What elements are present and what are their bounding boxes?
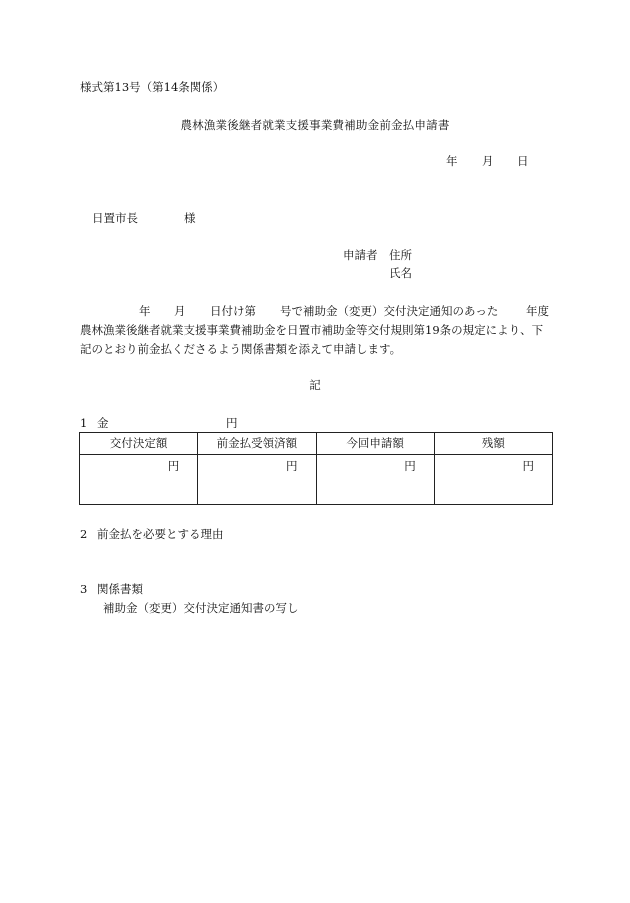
- form-number: 様式第13号（第14条関係）: [80, 80, 225, 94]
- body-line-3: 記のとおり前金払くださるよう関係書類を添えて申請します。: [80, 342, 402, 356]
- header-remaining: 残額: [434, 433, 552, 455]
- amounts-table: [79, 432, 553, 505]
- item-2-number: 2: [80, 527, 88, 541]
- date-year: 年: [446, 154, 458, 168]
- addressee-name: 日置市長: [92, 211, 138, 225]
- header-decided-amount: 交付決定額: [80, 433, 198, 455]
- table-row: [80, 455, 553, 505]
- body-number-text: 号で補助金（変更）交付決定通知のあった: [280, 304, 499, 318]
- item-3-text: 関係書類: [97, 582, 143, 596]
- header-current-request: 今回申請額: [316, 433, 434, 455]
- ki-heading: 記: [309, 378, 321, 392]
- body-line-1: [0, 306, 630, 320]
- applicant-name-label: 氏名: [389, 266, 412, 280]
- body-day-dated: 日付け第: [210, 304, 256, 318]
- body-line-2: 農林漁業後継者就業支援事業費補助金を日置市補助金等交付規則第19条の規定により、下: [80, 323, 544, 337]
- item-2-text: 前金払を必要とする理由: [97, 527, 224, 541]
- cell-decided-amount: 円: [80, 455, 198, 505]
- applicant-address-label: 住所: [389, 248, 412, 262]
- addressee-honorific: 様: [184, 211, 196, 225]
- date-day: 日: [517, 154, 529, 168]
- cell-remaining: 円: [434, 455, 552, 505]
- item-1: [0, 418, 630, 432]
- header-received-amount: 前金払受領済額: [198, 433, 316, 455]
- body-fiscal-year: 年度: [526, 304, 549, 318]
- applicant-label: 申請者: [343, 248, 378, 262]
- item-1-number: 1: [80, 416, 88, 430]
- item-1-unit: 円: [226, 416, 238, 430]
- cell-current-request: 円: [316, 455, 434, 505]
- cell-received-amount: 円: [198, 455, 316, 505]
- item-1-label: 金: [97, 416, 109, 430]
- page-title: 農林漁業後継者就業支援事業費補助金前金払申請書: [180, 118, 450, 132]
- date-line: [0, 156, 630, 170]
- item-3-number: 3: [80, 582, 88, 596]
- body-year: 年: [139, 304, 151, 318]
- body-month: 月: [174, 304, 186, 318]
- item-3-document: 補助金（変更）交付決定通知書の写し: [103, 601, 299, 615]
- date-month: 月: [482, 154, 494, 168]
- table-header-row: [80, 433, 553, 455]
